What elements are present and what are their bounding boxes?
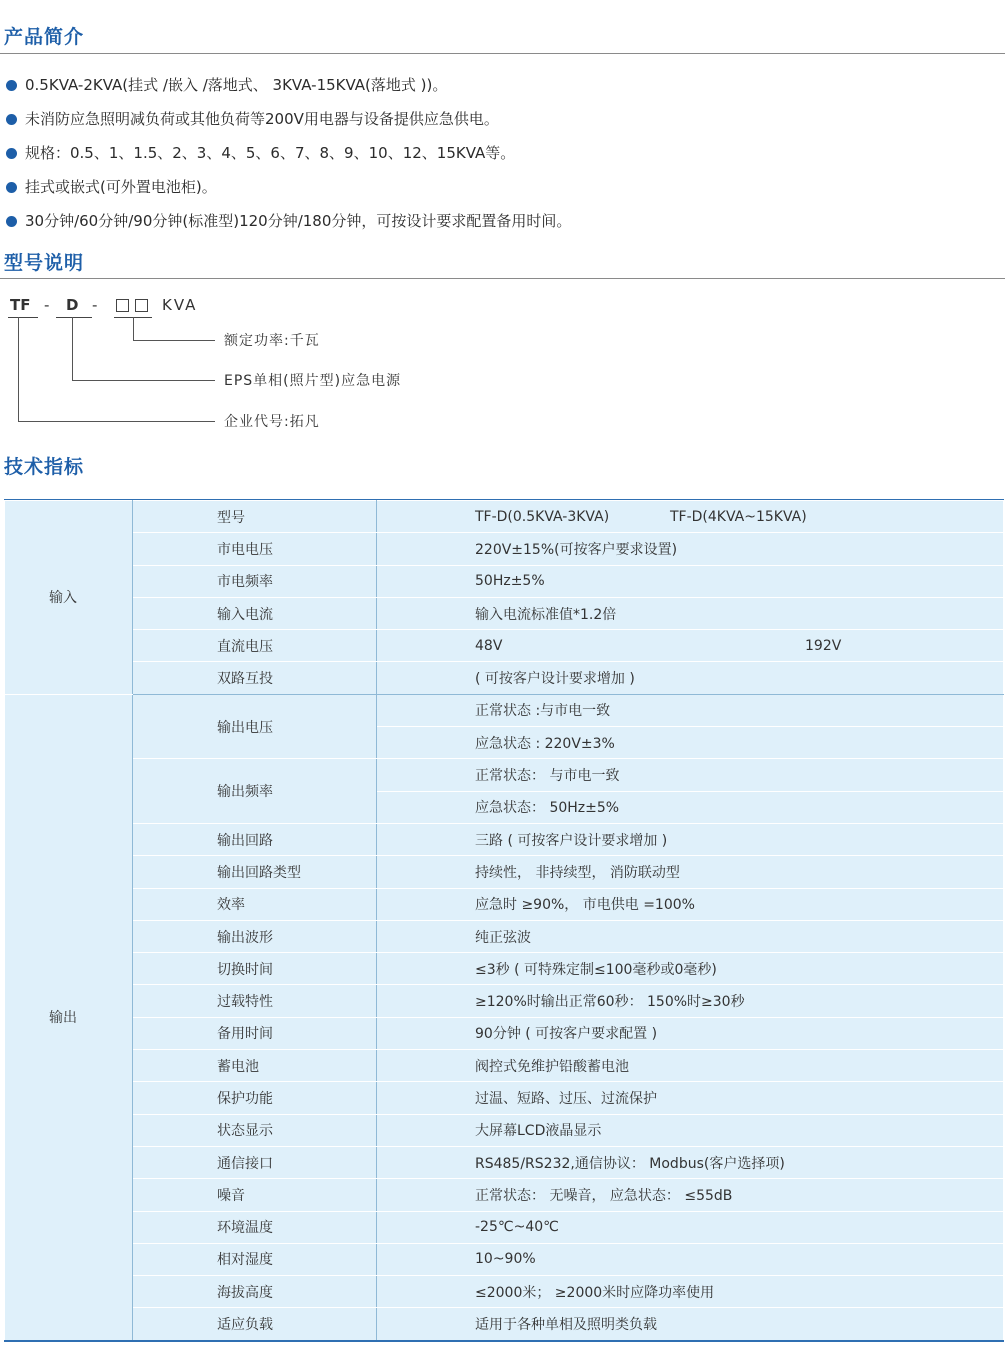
placeholder-box-icon	[135, 299, 148, 312]
model-dash: -	[92, 296, 98, 314]
model-rule	[0, 278, 1005, 279]
underline	[56, 317, 92, 318]
bullet-dot-icon	[6, 216, 17, 227]
group-output: 输出	[5, 694, 133, 1340]
row-key: 型号	[133, 501, 377, 533]
row-key: 相对湿度	[133, 1243, 377, 1275]
row-value: 输入电流标准值*1.2倍	[377, 597, 1004, 629]
table-row	[5, 1114, 1004, 1146]
table-row	[5, 1146, 1004, 1178]
spec-table	[4, 500, 1004, 1341]
table-row	[5, 1308, 1004, 1340]
bullet-dot-icon	[6, 182, 17, 193]
row-value: 正常状态： 无噪音， 应急状态： ≤55dB	[377, 1179, 1004, 1211]
table-row	[5, 533, 1004, 565]
table-row	[5, 985, 1004, 1017]
connector-line	[133, 340, 215, 341]
table-row	[5, 823, 1004, 855]
spec-title: 技术指标	[4, 456, 85, 478]
row-value: ≥120%时输出正常60秒： 150%时≥30秒	[377, 985, 1004, 1017]
row-value: RS485/RS232,通信协议： Modbus(客户选择项)	[377, 1146, 1004, 1178]
table-row	[5, 1082, 1004, 1114]
row-value: 50Hz±5%	[377, 565, 1004, 597]
model-title: 型号说明	[4, 252, 85, 274]
connector-line	[72, 380, 215, 381]
row-key: 输出频率	[133, 759, 377, 824]
row-value: ≤2000米； ≥2000米时应降功率使用	[377, 1276, 1004, 1308]
row-key: 备用时间	[133, 1017, 377, 1049]
row-key: 适应负载	[133, 1308, 377, 1340]
row-value: 大屏幕LCD液晶显示	[377, 1114, 1004, 1146]
list-item: 规格：0.5、1、1.5、2、3、4、5、6、7、8、9、10、12、15KVA等。	[6, 136, 996, 170]
row-value: 适用于各种单相及照明类负载	[377, 1308, 1004, 1340]
row-value: 10~90%	[377, 1243, 1004, 1275]
table-row	[5, 953, 1004, 985]
row-value: 过温、短路、过压、过流保护	[377, 1082, 1004, 1114]
group-input: 输入	[5, 501, 133, 695]
list-item: 未消防应急照明减负荷或其他负荷等200V用电器与设备提供应急供电。	[6, 102, 996, 136]
table-row	[5, 1276, 1004, 1308]
row-key: 保护功能	[133, 1082, 377, 1114]
row-value: 应急状态 : 220V±3%	[377, 727, 1004, 759]
row-key: 海拔高度	[133, 1276, 377, 1308]
model-dash: -	[44, 296, 50, 314]
row-key: 输入电流	[133, 597, 377, 629]
row-key: 过载特性	[133, 985, 377, 1017]
row-value: 纯正弦波	[377, 920, 1004, 952]
table-bottom-rule	[4, 1340, 1004, 1342]
row-key: 市电频率	[133, 565, 377, 597]
table-row	[5, 565, 1004, 597]
row-key: 市电电压	[133, 533, 377, 565]
row-value: 应急时 ≥90%， 市电供电 =100%	[377, 888, 1004, 920]
row-key: 环境温度	[133, 1211, 377, 1243]
row-key: 双路互投	[133, 662, 377, 694]
model-code-d: D	[66, 296, 79, 314]
table-row	[5, 501, 1004, 533]
table-row	[5, 597, 1004, 629]
row-value: 220V±15%(可按客户要求设置)	[377, 533, 1004, 565]
row-key: 输出回路	[133, 823, 377, 855]
row-value: 持续性， 非持续型， 消防联动型	[377, 856, 1004, 888]
connector-line	[18, 317, 19, 421]
model-code-tf: TF	[10, 296, 31, 314]
intro-title: 产品简介	[4, 26, 85, 48]
row-key: 状态显示	[133, 1114, 377, 1146]
table-row	[5, 1211, 1004, 1243]
row-key: 切换时间	[133, 953, 377, 985]
row-key: 效率	[133, 888, 377, 920]
underline	[8, 317, 38, 318]
table-row	[5, 630, 1004, 662]
list-item: 挂式或嵌式(可外置电池柜)。	[6, 170, 996, 204]
row-value: 90分钟 ( 可按客户要求配置 )	[377, 1017, 1004, 1049]
row-value: 正常状态 :与市电一致	[377, 694, 1004, 726]
row-value: 应急状态： 50Hz±5%	[377, 791, 1004, 823]
connector-line	[72, 317, 73, 380]
row-key: 输出电压	[133, 694, 377, 759]
row-key: 直流电压	[133, 630, 377, 662]
row-value: 正常状态： 与市电一致	[377, 759, 1004, 791]
table-row	[5, 1179, 1004, 1211]
row-value: 三路 ( 可按客户设计要求增加 )	[377, 823, 1004, 855]
model-diagram	[0, 290, 500, 440]
model-desc-type: EPS单相(照片型)应急电源	[224, 373, 402, 389]
table-row	[5, 888, 1004, 920]
connector-line	[18, 421, 215, 422]
row-value: 阀控式免维护铅酸蓄电池	[377, 1050, 1004, 1082]
intro-rule	[0, 53, 1005, 54]
row-key: 蓄电池	[133, 1050, 377, 1082]
bullet-dot-icon	[6, 80, 17, 91]
row-key: 通信接口	[133, 1146, 377, 1178]
table-row	[5, 662, 1004, 694]
connector-line	[133, 317, 134, 340]
list-item: 30分钟/60分钟/90分钟(标准型)120分钟/180分钟，可按设计要求配置备用时间。	[6, 204, 996, 238]
model-desc-company: 企业代号:拓凡	[224, 414, 320, 430]
row-value: -25℃~40℃	[377, 1211, 1004, 1243]
row-value: 48V 192V	[377, 630, 1004, 662]
row-key: 噪音	[133, 1179, 377, 1211]
bullet-dot-icon	[6, 148, 17, 159]
row-value: TF-D(0.5KVA-3KVA) TF-D(4KVA~15KVA)	[377, 501, 1004, 533]
table-row	[5, 1017, 1004, 1049]
model-code-kva: KVA	[162, 296, 198, 314]
row-value: ≤3秒 ( 可特殊定制≤100毫秒或0毫秒)	[377, 953, 1004, 985]
table-row	[5, 759, 1004, 791]
table-row	[5, 856, 1004, 888]
row-key: 输出回路类型	[133, 856, 377, 888]
list-item: 0.5KVA-2KVA(挂式 /嵌入 /落地式、 3KVA-15KVA(落地式 ))。	[6, 68, 996, 102]
placeholder-box-icon	[116, 299, 129, 312]
bullet-dot-icon	[6, 114, 17, 125]
intro-list	[6, 68, 996, 238]
row-value: ( 可按客户设计要求增加 )	[377, 662, 1004, 694]
row-key: 输出波形	[133, 920, 377, 952]
table-row	[5, 1050, 1004, 1082]
table-row	[5, 1243, 1004, 1275]
model-desc-power: 额定功率:千瓦	[224, 333, 320, 349]
table-row	[5, 920, 1004, 952]
table-row	[5, 694, 1004, 726]
